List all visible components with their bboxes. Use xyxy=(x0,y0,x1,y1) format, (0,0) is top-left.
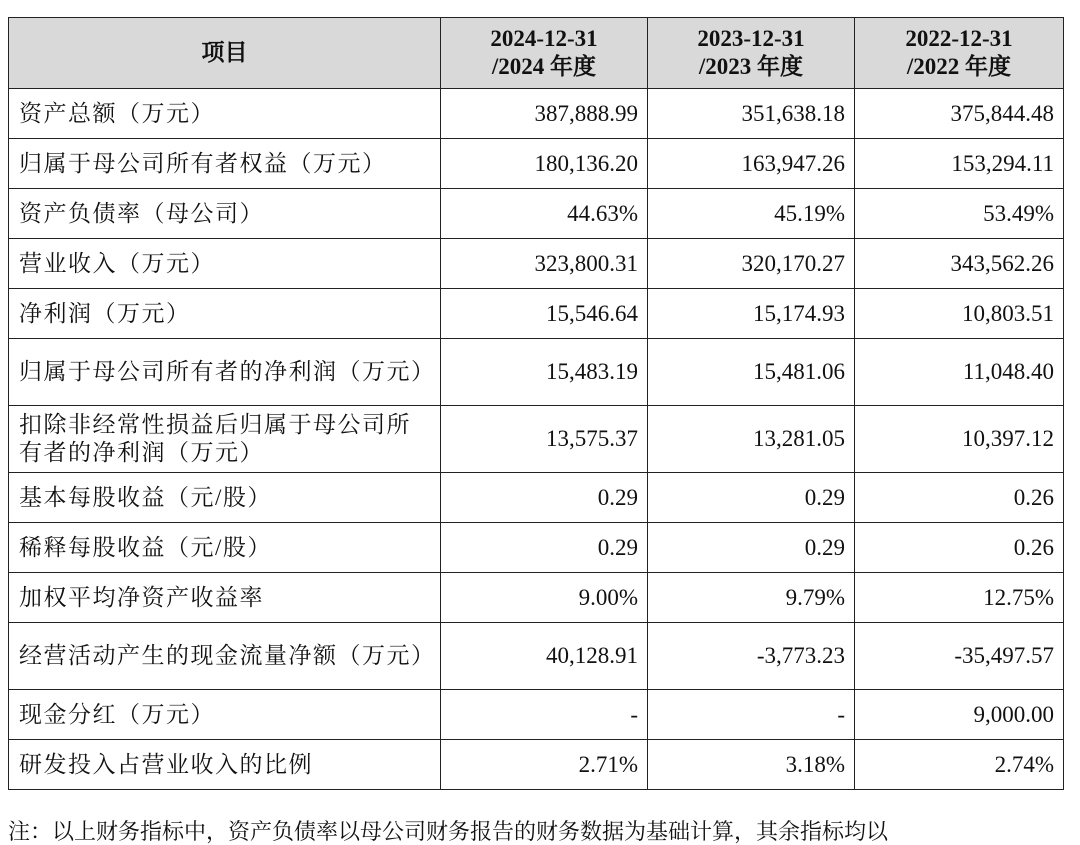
value-2022: 11,048.40 xyxy=(855,339,1064,406)
value-2023: -3,773.23 xyxy=(648,623,855,690)
header-year: /2024 年度 xyxy=(491,54,597,79)
row-label: 研发投入占营业收入的比例 xyxy=(9,740,441,790)
table-row xyxy=(9,406,1064,473)
value-2023: 3.18% xyxy=(648,740,855,790)
header-item: 项目 xyxy=(9,18,441,89)
row-label: 归属于母公司所有者权益（万元） xyxy=(9,139,441,189)
table-row xyxy=(9,189,1064,239)
value-2024: 387,888.99 xyxy=(441,89,648,139)
row-label: 基本每股收益（元/股） xyxy=(9,473,441,523)
value-2024: 323,800.31 xyxy=(441,239,648,289)
value-2022: 10,397.12 xyxy=(855,406,1064,473)
value-2022: 0.26 xyxy=(855,523,1064,573)
table-row xyxy=(9,523,1064,573)
table-row xyxy=(9,573,1064,623)
header-year-2024 xyxy=(441,18,648,89)
row-label: 资产总额（万元） xyxy=(9,89,441,139)
value-2023: 15,481.06 xyxy=(648,339,855,406)
value-2023: 320,170.27 xyxy=(648,239,855,289)
value-2024: 9.00% xyxy=(441,573,648,623)
header-date: 2024-12-31 xyxy=(490,26,598,51)
row-label: 资产负债率（母公司） xyxy=(9,189,441,239)
table-row xyxy=(9,740,1064,790)
row-label: 加权平均净资产收益率 xyxy=(9,573,441,623)
header-year-2022 xyxy=(855,18,1064,89)
value-2023: 15,174.93 xyxy=(648,289,855,339)
value-2022: 153,294.11 xyxy=(855,139,1064,189)
value-2024: 2.71% xyxy=(441,740,648,790)
value-2022: 10,803.51 xyxy=(855,289,1064,339)
financial-indicators-table xyxy=(8,17,1064,790)
header-date: 2022-12-31 xyxy=(905,26,1013,51)
header-row xyxy=(9,18,1064,89)
value-2024: 15,483.19 xyxy=(441,339,648,406)
value-2022: 0.26 xyxy=(855,473,1064,523)
table-row xyxy=(9,139,1064,189)
value-2022: 2.74% xyxy=(855,740,1064,790)
row-label: 稀释每股收益（元/股） xyxy=(9,523,441,573)
value-2022: 343,562.26 xyxy=(855,239,1064,289)
value-2022: 53.49% xyxy=(855,189,1064,239)
value-2022: -35,497.57 xyxy=(855,623,1064,690)
row-label: 营业收入（万元） xyxy=(9,239,441,289)
header-year: /2023 年度 xyxy=(698,54,804,79)
header-date: 2023-12-31 xyxy=(697,26,805,51)
value-2024: - xyxy=(441,690,648,740)
value-2024: 15,546.64 xyxy=(441,289,648,339)
table-row xyxy=(9,339,1064,406)
value-2023: 13,281.05 xyxy=(648,406,855,473)
row-label: 扣除非经常性损益后归属于母公司所有者的净利润（万元） xyxy=(9,406,441,473)
table-footnote: 注：以上财务指标中，资产负债率以母公司财务报告的财务数据为基础计算，其余指标均以 xyxy=(8,819,889,844)
value-2022: 375,844.48 xyxy=(855,89,1064,139)
value-2024: 180,136.20 xyxy=(441,139,648,189)
row-label: 经营活动产生的现金流量净额（万元） xyxy=(9,623,441,690)
value-2023: 45.19% xyxy=(648,189,855,239)
value-2024: 44.63% xyxy=(441,189,648,239)
value-2023: - xyxy=(648,690,855,740)
value-2023: 9.79% xyxy=(648,573,855,623)
value-2023: 351,638.18 xyxy=(648,89,855,139)
header-year: /2022 年度 xyxy=(906,54,1012,79)
row-label: 现金分红（万元） xyxy=(9,690,441,740)
value-2024: 13,575.37 xyxy=(441,406,648,473)
value-2022: 9,000.00 xyxy=(855,690,1064,740)
value-2024: 0.29 xyxy=(441,473,648,523)
value-2023: 0.29 xyxy=(648,473,855,523)
table-row xyxy=(9,89,1064,139)
value-2023: 0.29 xyxy=(648,523,855,573)
value-2024: 40,128.91 xyxy=(441,623,648,690)
value-2023: 163,947.26 xyxy=(648,139,855,189)
table-row xyxy=(9,623,1064,690)
table-row xyxy=(9,289,1064,339)
row-label: 净利润（万元） xyxy=(9,289,441,339)
row-label: 归属于母公司所有者的净利润（万元） xyxy=(9,339,441,406)
table-row xyxy=(9,690,1064,740)
value-2024: 0.29 xyxy=(441,523,648,573)
header-year-2023 xyxy=(648,18,855,89)
table-row xyxy=(9,473,1064,523)
table-row xyxy=(9,239,1064,289)
value-2022: 12.75% xyxy=(855,573,1064,623)
